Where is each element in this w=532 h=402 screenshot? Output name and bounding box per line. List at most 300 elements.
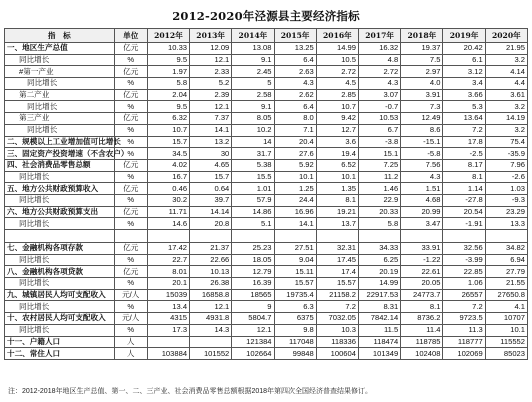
indicator-label: 同比增长 xyxy=(5,124,115,136)
unit-cell: 人 xyxy=(114,348,147,360)
table-row xyxy=(5,113,528,125)
value-cell: 16.39 xyxy=(232,278,274,290)
value-cell: 4.5 xyxy=(316,78,358,90)
value-cell: 9723.5 xyxy=(443,313,485,325)
value-cell: 14.99 xyxy=(358,278,400,290)
value-cell: 7032.05 xyxy=(316,313,358,325)
value-cell: -5.8 xyxy=(401,148,443,160)
value-cell: 1.01 xyxy=(232,183,274,195)
value-cell: 15.11 xyxy=(274,266,316,278)
value-cell: 6.3 xyxy=(274,301,316,313)
value-cell xyxy=(232,230,274,243)
unit-cell: 亿元 xyxy=(114,43,147,55)
value-cell xyxy=(147,230,189,243)
table-body xyxy=(5,43,528,360)
value-cell xyxy=(443,230,485,243)
value-cell: 3.12 xyxy=(443,66,485,78)
table-row xyxy=(5,101,528,113)
unit-cell: 亿元 xyxy=(114,266,147,278)
indicator-label: 同比增长 xyxy=(5,301,115,313)
value-cell xyxy=(358,230,400,243)
value-cell: 10.53 xyxy=(358,113,400,125)
table-row xyxy=(5,254,528,266)
table-row xyxy=(5,159,528,171)
value-cell: 5.92 xyxy=(274,159,316,171)
unit-cell: 亿元 xyxy=(114,243,147,255)
indicator-label: 九、城镇居民人均可支配收入 xyxy=(5,289,115,301)
value-cell: 10.33 xyxy=(147,43,189,55)
value-cell: 5.8 xyxy=(147,78,189,90)
indicator-label: 十二、常住人口 xyxy=(5,348,115,360)
value-cell: 14.19 xyxy=(485,113,527,125)
indicator-label: 同比增长 xyxy=(5,254,115,266)
value-cell: 7.2 xyxy=(443,301,485,313)
unit-cell xyxy=(114,230,147,243)
value-cell: 15.7 xyxy=(190,171,232,183)
value-cell: 22.61 xyxy=(401,266,443,278)
value-cell: 4.68 xyxy=(401,194,443,206)
value-cell: -2.6 xyxy=(485,171,527,183)
value-cell: 5.8 xyxy=(358,218,400,230)
header-unit: 单位 xyxy=(114,29,147,43)
value-cell: 118785 xyxy=(401,336,443,348)
table-row xyxy=(5,43,528,55)
value-cell: 13.2 xyxy=(190,136,232,148)
unit-cell: % xyxy=(114,324,147,336)
value-cell xyxy=(190,336,232,348)
indicator-label: 五、地方公共财政预算收入 xyxy=(5,183,115,195)
value-cell: 101552 xyxy=(190,348,232,360)
value-cell: 57.9 xyxy=(232,194,274,206)
indicator-label: 十一、户籍人口 xyxy=(5,336,115,348)
value-cell: 7.1 xyxy=(274,124,316,136)
table-row xyxy=(5,194,528,206)
value-cell: 4.0 xyxy=(401,78,443,90)
unit-cell: % xyxy=(114,136,147,148)
value-cell: 8736.2 xyxy=(401,313,443,325)
value-cell: 9.42 xyxy=(316,113,358,125)
unit-cell: 亿元 xyxy=(114,206,147,218)
value-cell: 117048 xyxy=(274,336,316,348)
value-cell: 15.7 xyxy=(147,136,189,148)
header-year: 2018年 xyxy=(401,29,443,43)
value-cell: 1.35 xyxy=(316,183,358,195)
indicator-label: 四、社会消费品零售总额 xyxy=(5,159,115,171)
indicator-label: 八、金融机构各项贷款 xyxy=(5,266,115,278)
value-cell: 21158.2 xyxy=(316,289,358,301)
value-cell: 15.1 xyxy=(358,148,400,160)
value-cell: 9.1 xyxy=(232,101,274,113)
table-row xyxy=(5,218,528,230)
value-cell: 102664 xyxy=(232,348,274,360)
value-cell: 9.1 xyxy=(232,54,274,66)
value-cell: 14.6 xyxy=(147,218,189,230)
value-cell: 34.33 xyxy=(358,243,400,255)
value-cell: 8.1 xyxy=(316,194,358,206)
indicator-label: 同比增长 xyxy=(5,218,115,230)
indicator-label: 同比增长 xyxy=(5,78,115,90)
value-cell: -3.99 xyxy=(443,254,485,266)
value-cell: 10.2 xyxy=(232,124,274,136)
value-cell: 6.94 xyxy=(485,254,527,266)
value-cell: 9.5 xyxy=(147,101,189,113)
value-cell: 27650.8 xyxy=(485,289,527,301)
value-cell: 2.33 xyxy=(190,66,232,78)
value-cell: 32.56 xyxy=(443,243,485,255)
value-cell: 121384 xyxy=(232,336,274,348)
table-row xyxy=(5,136,528,148)
value-cell: 22917.53 xyxy=(358,289,400,301)
value-cell: 27.79 xyxy=(485,266,527,278)
table-row xyxy=(5,78,528,90)
unit-cell: % xyxy=(114,278,147,290)
value-cell: 14.1 xyxy=(190,124,232,136)
value-cell: 13.7 xyxy=(316,218,358,230)
value-cell: 6.4 xyxy=(274,101,316,113)
value-cell: 20.8 xyxy=(190,218,232,230)
header-year: 2019年 xyxy=(443,29,485,43)
header-indicator: 指 标 xyxy=(5,29,115,43)
value-cell: 12.49 xyxy=(401,113,443,125)
value-cell: 2.62 xyxy=(274,89,316,101)
value-cell: 19735.4 xyxy=(274,289,316,301)
unit-cell: % xyxy=(114,171,147,183)
value-cell: 22.85 xyxy=(443,266,485,278)
table-row xyxy=(5,148,528,160)
indicator-label: 七、金融机构各项存款 xyxy=(5,243,115,255)
value-cell: 20.05 xyxy=(401,278,443,290)
value-cell: 11.2 xyxy=(358,171,400,183)
value-cell: 8.1 xyxy=(401,301,443,313)
value-cell: -9.3 xyxy=(485,194,527,206)
unit-cell: % xyxy=(114,148,147,160)
table-row xyxy=(5,301,528,313)
value-cell: 6.32 xyxy=(147,113,189,125)
value-cell: 8.05 xyxy=(232,113,274,125)
indicator-label: 同比增长 xyxy=(5,171,115,183)
value-cell: 19.21 xyxy=(316,206,358,218)
value-cell: -27.8 xyxy=(443,194,485,206)
value-cell xyxy=(485,230,527,243)
value-cell: 2.72 xyxy=(358,66,400,78)
header-year: 2017年 xyxy=(358,29,400,43)
value-cell: 5804.7 xyxy=(232,313,274,325)
value-cell: 4.65 xyxy=(190,159,232,171)
unit-cell: 元/人 xyxy=(114,313,147,325)
value-cell: 16.96 xyxy=(274,206,316,218)
value-cell: 3.6 xyxy=(316,136,358,148)
table-row xyxy=(5,183,528,195)
value-cell: 4931.8 xyxy=(190,313,232,325)
value-cell xyxy=(401,230,443,243)
table-row xyxy=(5,324,528,336)
value-cell: -1.91 xyxy=(443,218,485,230)
indicator-label: 第三产业 xyxy=(5,113,115,125)
value-cell: 14 xyxy=(232,136,274,148)
value-cell: 7.25 xyxy=(358,159,400,171)
value-cell: 39.7 xyxy=(190,194,232,206)
unit-cell: % xyxy=(114,101,147,113)
value-cell: 7.37 xyxy=(190,113,232,125)
value-cell: 19.4 xyxy=(316,148,358,160)
value-cell: 13.25 xyxy=(274,43,316,55)
value-cell: 6.1 xyxy=(443,54,485,66)
value-cell: 12.1 xyxy=(190,301,232,313)
value-cell: 2.45 xyxy=(232,66,274,78)
unit-cell: 亿元 xyxy=(114,113,147,125)
value-cell: 7.5 xyxy=(401,54,443,66)
value-cell: 3.2 xyxy=(485,54,527,66)
header-year: 2016年 xyxy=(316,29,358,43)
value-cell: 3.2 xyxy=(485,124,527,136)
value-cell: 101349 xyxy=(358,348,400,360)
value-cell: 18565 xyxy=(232,289,274,301)
value-cell: 20.33 xyxy=(358,206,400,218)
value-cell: 17.3 xyxy=(147,324,189,336)
value-cell: 14.1 xyxy=(274,218,316,230)
value-cell: 10.1 xyxy=(316,171,358,183)
value-cell: 14.14 xyxy=(190,206,232,218)
value-cell: 1.14 xyxy=(443,183,485,195)
value-cell: 12.79 xyxy=(232,266,274,278)
unit-cell: 元/人 xyxy=(114,289,147,301)
header-year: 2020年 xyxy=(485,29,527,43)
value-cell xyxy=(274,230,316,243)
value-cell: 15039 xyxy=(147,289,189,301)
value-cell: 4315 xyxy=(147,313,189,325)
value-cell: 16.7 xyxy=(147,171,189,183)
unit-cell: % xyxy=(114,218,147,230)
value-cell: 9.8 xyxy=(274,324,316,336)
table-row xyxy=(5,54,528,66)
value-cell: 8.0 xyxy=(274,113,316,125)
indicator-label: 二、规模以上工业增加值可比增长 xyxy=(5,136,115,148)
table-row xyxy=(5,348,528,360)
value-cell: 24773.7 xyxy=(401,289,443,301)
table-header-row xyxy=(5,29,528,43)
value-cell: 0.46 xyxy=(147,183,189,195)
unit-cell: 人 xyxy=(114,336,147,348)
value-cell: 13.08 xyxy=(232,43,274,55)
value-cell: 8.31 xyxy=(358,301,400,313)
unit-cell: 亿元 xyxy=(114,66,147,78)
value-cell: -2.5 xyxy=(443,148,485,160)
value-cell: 10.1 xyxy=(274,171,316,183)
value-cell: 21.37 xyxy=(190,243,232,255)
value-cell: 5 xyxy=(232,78,274,90)
value-cell: 15.57 xyxy=(274,278,316,290)
value-cell: 30 xyxy=(190,148,232,160)
value-cell: 7.2 xyxy=(316,301,358,313)
value-cell xyxy=(147,336,189,348)
indicator-label: 同比增长 xyxy=(5,194,115,206)
value-cell: 118777 xyxy=(443,336,485,348)
value-cell: 20.19 xyxy=(358,266,400,278)
economic-indicators-table xyxy=(4,28,528,360)
value-cell: 32.31 xyxy=(316,243,358,255)
value-cell: 4.3 xyxy=(358,78,400,90)
unit-cell: 亿元 xyxy=(114,159,147,171)
value-cell: 7842.14 xyxy=(358,313,400,325)
value-cell: 2.97 xyxy=(401,66,443,78)
value-cell: 1.46 xyxy=(358,183,400,195)
value-cell: 10.7 xyxy=(316,101,358,113)
value-cell: 24.4 xyxy=(274,194,316,206)
value-cell: 3.91 xyxy=(401,89,443,101)
value-cell: 10.7 xyxy=(147,124,189,136)
table-row xyxy=(5,89,528,101)
value-cell: 17.4 xyxy=(316,266,358,278)
unit-cell: 亿元 xyxy=(114,89,147,101)
value-cell: 3.61 xyxy=(485,89,527,101)
value-cell: 2.72 xyxy=(316,66,358,78)
value-cell: 7.2 xyxy=(443,124,485,136)
value-cell: 4.3 xyxy=(274,78,316,90)
value-cell: 16858.8 xyxy=(190,289,232,301)
value-cell: 20.54 xyxy=(443,206,485,218)
value-cell: 20.42 xyxy=(443,43,485,55)
indicator-label: 第二产业 xyxy=(5,89,115,101)
value-cell: 7.3 xyxy=(401,101,443,113)
indicator-label: #第一产业 xyxy=(5,66,115,78)
value-cell: -0.7 xyxy=(358,101,400,113)
value-cell: 17.42 xyxy=(147,243,189,255)
value-cell: 4.1 xyxy=(485,301,527,313)
value-cell: 26.38 xyxy=(190,278,232,290)
value-cell: 22.66 xyxy=(190,254,232,266)
value-cell: 118336 xyxy=(316,336,358,348)
value-cell: 2.04 xyxy=(147,89,189,101)
value-cell: 0.64 xyxy=(190,183,232,195)
table-row xyxy=(5,66,528,78)
value-cell: 11.71 xyxy=(147,206,189,218)
value-cell: 10.3 xyxy=(316,324,358,336)
value-cell: 11.4 xyxy=(401,324,443,336)
value-cell: 6375 xyxy=(274,313,316,325)
value-cell: 12.1 xyxy=(190,101,232,113)
spacer-row xyxy=(5,230,528,243)
value-cell: 85023 xyxy=(485,348,527,360)
value-cell: 10.1 xyxy=(485,324,527,336)
value-cell: 17.45 xyxy=(316,254,358,266)
table-row xyxy=(5,336,528,348)
table-row xyxy=(5,171,528,183)
header-year: 2013年 xyxy=(190,29,232,43)
value-cell: 14.86 xyxy=(232,206,274,218)
value-cell: 10.13 xyxy=(190,266,232,278)
value-cell: -35.9 xyxy=(485,148,527,160)
header-year: 2015年 xyxy=(274,29,316,43)
value-cell: 6.52 xyxy=(316,159,358,171)
value-cell: 16.32 xyxy=(358,43,400,55)
value-cell: 22.9 xyxy=(358,194,400,206)
unit-cell: % xyxy=(114,301,147,313)
value-cell: 25.23 xyxy=(232,243,274,255)
value-cell: 26557 xyxy=(443,289,485,301)
indicator-label: 同比增长 xyxy=(5,101,115,113)
value-cell: 100604 xyxy=(316,348,358,360)
value-cell: 8.1 xyxy=(443,171,485,183)
value-cell: 27.51 xyxy=(274,243,316,255)
value-cell: 12.1 xyxy=(190,54,232,66)
value-cell: 13.3 xyxy=(485,218,527,230)
value-cell: 17.8 xyxy=(443,136,485,148)
table-row xyxy=(5,206,528,218)
value-cell: 2.39 xyxy=(190,89,232,101)
value-cell: 14.3 xyxy=(190,324,232,336)
value-cell: 5.3 xyxy=(443,101,485,113)
value-cell: 9.5 xyxy=(147,54,189,66)
value-cell: 30.2 xyxy=(147,194,189,206)
indicator-label: 六、地方公共财政预算支出 xyxy=(5,206,115,218)
value-cell: 4.3 xyxy=(401,171,443,183)
value-cell: 4.14 xyxy=(485,66,527,78)
value-cell: 8.01 xyxy=(147,266,189,278)
value-cell: 5.38 xyxy=(232,159,274,171)
value-cell: 34.5 xyxy=(147,148,189,160)
value-cell: 23.29 xyxy=(485,206,527,218)
indicator-label: 同比增长 xyxy=(5,278,115,290)
value-cell: 10707 xyxy=(485,313,527,325)
indicator-label: 十、农村居民人均可支配收入 xyxy=(5,313,115,325)
value-cell: 3.2 xyxy=(485,101,527,113)
value-cell: 9 xyxy=(232,301,274,313)
table-row xyxy=(5,278,528,290)
value-cell: 4.8 xyxy=(358,54,400,66)
value-cell: 6.25 xyxy=(358,254,400,266)
value-cell: 34.82 xyxy=(485,243,527,255)
value-cell: 22.7 xyxy=(147,254,189,266)
value-cell: 6.7 xyxy=(358,124,400,136)
value-cell: 3.47 xyxy=(401,218,443,230)
value-cell: -15.1 xyxy=(401,136,443,148)
value-cell: 20.1 xyxy=(147,278,189,290)
value-cell: 12.7 xyxy=(316,124,358,136)
value-cell: 9.04 xyxy=(274,254,316,266)
footnote: 注：2012-2018年地区生产总值、第一、二、三产业、社会消费品零售总额根据2018年第四次全国经济普查结果修订。 xyxy=(8,388,373,395)
value-cell: 2.63 xyxy=(274,66,316,78)
value-cell xyxy=(190,230,232,243)
table-row xyxy=(5,266,528,278)
value-cell: 1.06 xyxy=(443,278,485,290)
value-cell: 1.03 xyxy=(485,183,527,195)
value-cell: -1.22 xyxy=(401,254,443,266)
value-cell: 21.55 xyxy=(485,278,527,290)
value-cell: 8.6 xyxy=(401,124,443,136)
value-cell: 18.05 xyxy=(232,254,274,266)
value-cell: 13.64 xyxy=(443,113,485,125)
value-cell: 33.91 xyxy=(401,243,443,255)
value-cell: 118474 xyxy=(358,336,400,348)
value-cell: 12.09 xyxy=(190,43,232,55)
value-cell: 3.07 xyxy=(358,89,400,101)
table-row xyxy=(5,243,528,255)
value-cell: 1.97 xyxy=(147,66,189,78)
value-cell: 8.17 xyxy=(443,159,485,171)
value-cell: 7.96 xyxy=(485,159,527,171)
value-cell: 102069 xyxy=(443,348,485,360)
value-cell: 31.7 xyxy=(232,148,274,160)
value-cell: 14.99 xyxy=(316,43,358,55)
indicator-label: 三、固定资产投资增速（不含农户） xyxy=(5,148,115,160)
value-cell: 4.02 xyxy=(147,159,189,171)
value-cell: 12.1 xyxy=(232,324,274,336)
value-cell: 3.4 xyxy=(443,78,485,90)
unit-cell: % xyxy=(114,78,147,90)
indicator-label: 同比增长 xyxy=(5,54,115,66)
value-cell: 1.51 xyxy=(401,183,443,195)
table-title: 2012-2020年泾源县主要经济指标 xyxy=(172,9,360,23)
